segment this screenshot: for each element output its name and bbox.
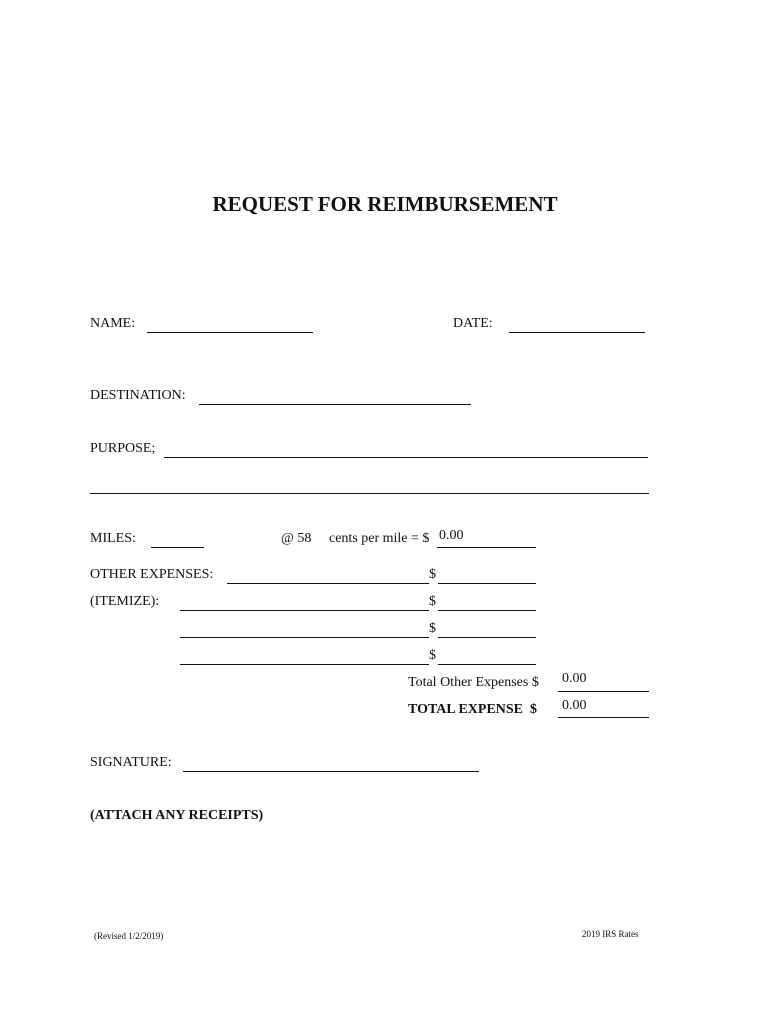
attach-receipts-note: (ATTACH ANY RECEIPTS) <box>90 808 264 823</box>
mileage-amount[interactable]: 0.00 <box>439 528 464 543</box>
mileage-amount-underline <box>437 547 536 548</box>
itemize-amount-field-3[interactable] <box>440 646 534 664</box>
total-other-expenses-underline <box>558 691 649 692</box>
itemize-amount-underline <box>438 610 536 611</box>
purpose-underline <box>164 457 648 458</box>
dollar-sign: $ <box>429 621 436 636</box>
itemize-desc-field-2[interactable] <box>182 619 427 637</box>
date-underline <box>509 332 645 333</box>
other-expenses-amount-underline <box>438 583 536 584</box>
other-expenses-amount-field[interactable] <box>440 565 534 583</box>
name-field[interactable] <box>149 314 311 332</box>
form-title: REQUEST FOR REIMBURSEMENT <box>212 192 558 216</box>
destination-underline <box>199 404 471 405</box>
date-field[interactable] <box>511 314 643 332</box>
purpose-label: PURPOSE; <box>90 441 156 456</box>
date-label: DATE: <box>453 316 493 331</box>
total-other-expenses-value[interactable]: 0.00 <box>562 671 587 686</box>
dollar-sign: $ <box>429 648 436 663</box>
itemize-amount-underline <box>438 637 536 638</box>
itemize-desc-field-1[interactable] <box>182 592 427 610</box>
name-label: NAME: <box>90 316 136 331</box>
purpose-underline-2 <box>90 493 649 494</box>
other-expenses-desc-underline <box>227 583 429 584</box>
purpose-field[interactable] <box>166 439 646 457</box>
total-expense-label: TOTAL EXPENSE $ <box>408 702 538 717</box>
miles-field[interactable] <box>153 529 202 547</box>
signature-label: SIGNATURE: <box>90 755 172 770</box>
signature-underline <box>183 771 479 772</box>
itemize-desc-underline <box>180 664 429 665</box>
mileage-rate: @ 58 <box>281 531 312 546</box>
other-expenses-desc-field[interactable] <box>229 565 427 583</box>
irs-rates-note: 2019 IRS Rates <box>582 929 639 939</box>
revised-date: (Revised 1/2/2019) <box>94 931 164 941</box>
destination-label: DESTINATION: <box>90 388 186 403</box>
total-expense-underline <box>558 717 649 718</box>
other-expenses-label: OTHER EXPENSES: <box>90 567 214 582</box>
destination-field[interactable] <box>201 386 469 404</box>
itemize-desc-field-3[interactable] <box>182 646 427 664</box>
itemize-amount-underline <box>438 664 536 665</box>
total-expense-value[interactable]: 0.00 <box>562 698 587 713</box>
dollar-sign: $ <box>429 594 436 609</box>
itemize-amount-field-1[interactable] <box>440 592 534 610</box>
dollar-sign: $ <box>429 567 436 582</box>
total-other-expenses-label: Total Other Expenses $ <box>408 675 539 690</box>
itemize-desc-underline <box>180 637 429 638</box>
cents-per-mile-label: cents per mile = $ <box>329 531 430 546</box>
name-underline <box>147 332 313 333</box>
itemize-amount-field-2[interactable] <box>440 619 534 637</box>
miles-underline <box>151 547 204 548</box>
itemize-desc-underline <box>180 610 429 611</box>
miles-label: MILES: <box>90 531 136 546</box>
signature-field[interactable] <box>185 753 477 771</box>
purpose-field-2[interactable] <box>92 475 647 493</box>
itemize-label: (ITEMIZE): <box>90 594 160 609</box>
